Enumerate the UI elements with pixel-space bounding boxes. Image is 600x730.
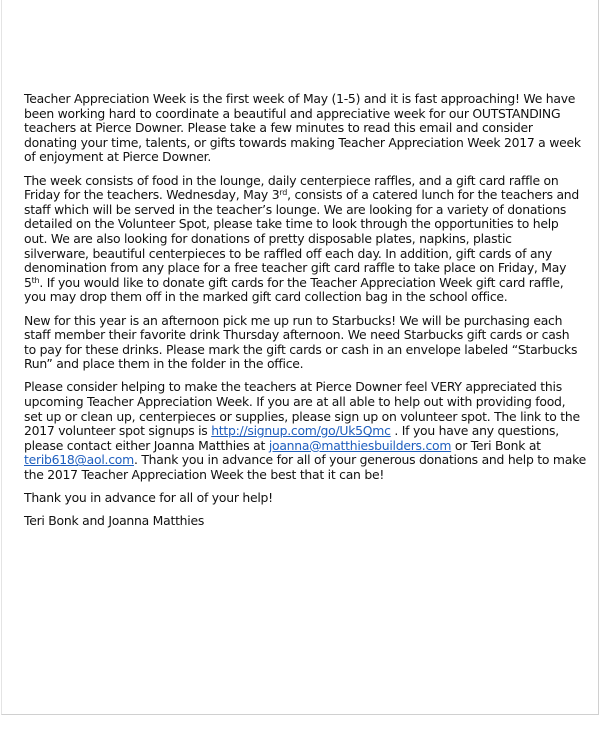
text-line <box>24 424 586 439</box>
text-line <box>24 107 586 122</box>
text-segment: Teacher Appreciation Week is the first week of May (1-5) and it is fast approaching! We have <box>24 91 576 106</box>
ordinal-suffix: th <box>31 275 40 285</box>
text-line <box>24 188 586 203</box>
week-details-paragraph <box>24 174 586 305</box>
document-page <box>1 0 599 715</box>
text-segment: silverware, beautiful centerpieces to be raffled off each day. In addition, gift cards of any <box>24 245 552 261</box>
text-segment: , consists of a catered lunch for the teachers and <box>287 187 580 203</box>
text-segment: . Thank you in advance for all of your generous donations and help to make <box>133 452 586 468</box>
text-segment: 5 <box>24 274 32 290</box>
letter-body <box>24 92 586 538</box>
text-segment: Teri Bonk and Joanna Matthies <box>24 513 205 529</box>
signup-link[interactable]: http://signup.com/go/Uk5Qmc <box>211 423 391 439</box>
text-line <box>24 261 586 276</box>
text-line <box>24 121 586 136</box>
text-line <box>24 410 586 425</box>
text-segment: donating your time, talents, or gifts towards making Teacher Appreciation Week 2017 a week <box>24 134 581 150</box>
text-line <box>24 453 586 468</box>
volunteer-paragraph <box>24 380 586 482</box>
text-segment: upcoming Teacher Appreciation Week. If you are at all able to help out with providing food, <box>24 394 566 410</box>
thanks-paragraph <box>24 491 586 506</box>
text-line <box>24 468 586 483</box>
text-segment: the 2017 Teacher Appreciation Week the best that it can be! <box>24 467 385 483</box>
text-segment: to pay for these drinks. Please mark the gift cards or cash in an envelope labeled “Starbucks <box>24 341 578 357</box>
text-segment: The week consists of food in the lounge, daily centerpiece raffles, and a gift card raffle on <box>24 172 559 188</box>
text-line <box>24 174 586 189</box>
text-segment: you may drop them off in the marked gift card collection bag in the school office. <box>24 289 508 305</box>
intro-paragraph <box>24 92 586 165</box>
text-segment: New for this year is an afternoon pick me up run to Starbucks! We will be purchasing each <box>24 312 563 328</box>
text-segment: 2017 volunteer spot signups is <box>24 423 212 439</box>
text-line <box>24 150 586 165</box>
text-line <box>24 290 586 305</box>
text-line <box>24 395 586 410</box>
text-line <box>24 343 586 358</box>
text-segment: please contact either Joanna Matthies at <box>24 437 269 453</box>
text-segment: Friday for the teachers. Wednesday, May 3 <box>24 187 280 203</box>
text-line <box>24 357 586 372</box>
text-segment: denomination from any place for a free teacher gift card raffle to take place on Friday, May <box>24 260 567 276</box>
text-line <box>24 514 586 529</box>
text-line <box>24 217 586 232</box>
text-segment: detailed on the Volunteer Spot, please take time to look through the opportunities to help <box>24 216 559 232</box>
teri-email-link[interactable]: terib618@aol.com <box>24 452 134 468</box>
text-line <box>24 276 586 291</box>
text-line <box>24 380 586 395</box>
text-segment: . If you would like to donate gift cards for the Teacher Appreciation Week gift card raffle, <box>39 274 564 290</box>
text-line <box>24 328 586 343</box>
text-segment: teachers at Pierce Downer. Please take a few minutes to read this email and consider <box>24 120 533 136</box>
starbucks-paragraph <box>24 314 586 372</box>
text-segment: staff which will be served in the teacher’s lounge. We are looking for a variety of donations <box>24 201 567 217</box>
text-line <box>24 232 586 247</box>
text-segment: Please consider helping to make the teachers at Pierce Downer feel VERY appreciated this <box>24 379 562 395</box>
text-segment: set up or clean up, centerpieces or supplies, please sign up on volunteer spot. The link to the <box>24 408 580 424</box>
text-segment: Thank you in advance for all of your help! <box>24 490 273 506</box>
text-segment: been working hard to coordinate a beautiful and appreciative week for our OUTSTANDING <box>24 105 561 121</box>
text-segment: staff member their favorite drink Thursday afternoon. We need Starbucks gift cards or cash <box>24 327 570 343</box>
text-segment: Run” and place them in the folder in the office. <box>24 356 304 372</box>
text-segment: out. We are also looking for donations of pretty disposable plates, napkins, plastic <box>24 230 512 246</box>
text-line <box>24 203 586 218</box>
text-line <box>24 314 586 329</box>
joanna-email-link[interactable]: joanna@matthiesbuilders.com <box>268 437 452 453</box>
text-line <box>24 92 586 107</box>
text-line <box>24 491 586 506</box>
text-segment: . If you have any questions, <box>390 423 559 439</box>
signature-paragraph <box>24 514 586 529</box>
ordinal-suffix: rd <box>279 188 288 198</box>
text-line <box>24 247 586 262</box>
text-segment: of enjoyment at Pierce Downer. <box>24 149 212 165</box>
text-line <box>24 136 586 151</box>
text-segment: or Teri Bonk at <box>451 437 541 453</box>
text-line <box>24 439 586 454</box>
